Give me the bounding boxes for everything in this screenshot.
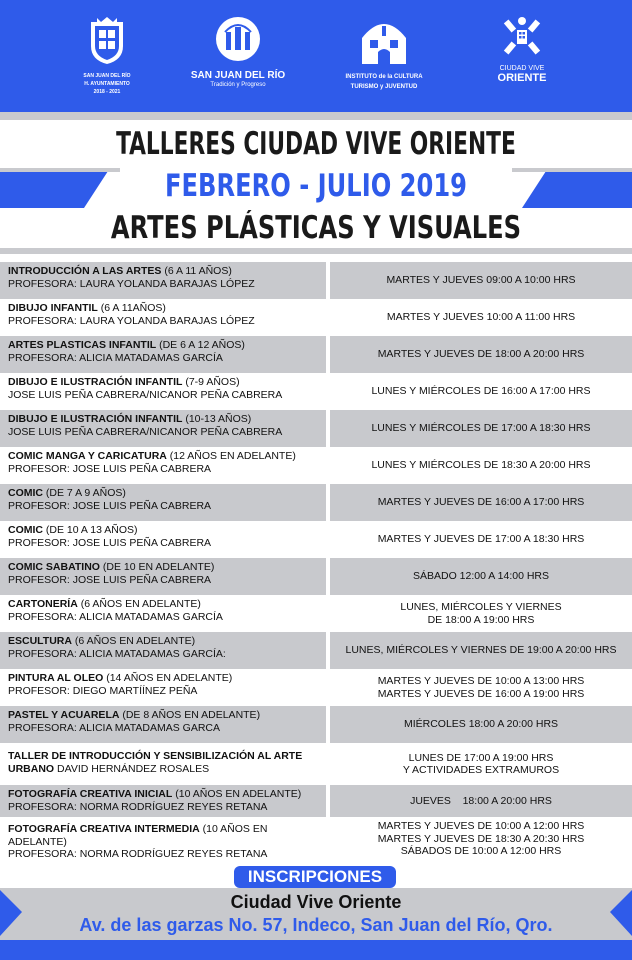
schedule-line: LUNES, MIÉRCOLES Y VIERNES (400, 601, 562, 613)
workshop-teacher: PROFESORA: LAURA YOLANDA BARAJAS LÓPEZ (8, 314, 255, 327)
logo4-line1: CIUDAD VIVE (499, 65, 545, 72)
title-line-3: ARTES PLÁSTICAS Y VISUALES (110, 210, 522, 246)
workshop-info (0, 595, 326, 632)
workshop-teacher: PROFESOR: DIEGO MARTÍÍNEZ PEÑA (8, 684, 198, 697)
title-line-1: TALLERES CIUDAD VIVE ORIENTE (116, 126, 516, 162)
workshop-teacher: DAVID HERNÁNDEZ ROSALES (54, 762, 210, 775)
table-row (0, 743, 632, 785)
logo3-line1: INSTITUTO de la CULTURA (345, 74, 423, 80)
ciudad-vive-emblem-icon (499, 16, 545, 58)
coat-of-arms-icon (87, 16, 127, 66)
logo2-title: SAN JUAN DEL RÍO (190, 70, 286, 81)
workshop-info (0, 558, 326, 595)
workshop-name: ARTES PLASTICAS INFANTIL (8, 339, 157, 351)
table-row (0, 336, 632, 373)
workshop-schedule (326, 558, 632, 595)
workshop-info (0, 410, 326, 447)
workshop-detail: (DE 8 AÑOS EN ADELANTE) (119, 709, 261, 721)
workshop-detail: (6 A 11AÑOS) (97, 302, 166, 314)
schedule-line: MARTES Y JUEVES DE 10:00 A 12:00 HRS (377, 820, 585, 833)
workshop-schedule (326, 817, 632, 861)
workshop-teacher: PROFESORA: ALICIA MATADAMAS GARCA (8, 721, 220, 734)
schedule-line: Y ACTIVIDADES EXTRAMUROS (402, 764, 560, 776)
workshop-detail: (6 AÑOS EN ADELANTE) (77, 598, 201, 610)
schedule-line: MARTES Y JUEVES DE 17:00 A 18:30 HRS (377, 533, 585, 546)
table-row (0, 484, 632, 521)
workshop-info (0, 785, 326, 817)
table-row (0, 595, 632, 632)
workshop-name: DIBUJO E ILUSTRACIÓN INFANTIL (8, 376, 183, 388)
schedule-line: SÁBADO 12:00 A 14:00 HRS (413, 570, 549, 583)
workshop-name: INTRODUCCIÓN A LAS ARTES (8, 265, 162, 277)
workshop-schedule (326, 669, 632, 706)
workshop-teacher: PROFESORA: ALICIA MATADAMAS GARCÍA: (8, 647, 226, 660)
workshop-teacher: PROFESORA: LAURA YOLANDA BARAJAS LÓPEZ (8, 277, 255, 290)
table-row (0, 706, 632, 743)
workshop-detail: (10-13 AÑOS) (182, 413, 252, 425)
workshop-detail: (DE 7 A 9 AÑOS) (43, 487, 126, 499)
workshop-info (0, 299, 326, 336)
workshop-teacher: PROFESORA: ALICIA MATADAMAS GARCÍA (8, 351, 223, 364)
workshop-schedule (326, 484, 632, 521)
workshop-schedule (326, 521, 632, 558)
workshop-teacher: PROFESOR: JOSE LUIS PEÑA CABRERA (8, 536, 212, 549)
workshop-schedule (326, 785, 632, 817)
workshop-schedule (326, 410, 632, 447)
schedule-line: DE 18:00 A 19:00 HRS (427, 613, 535, 626)
workshop-detail: (6 A 11 AÑOS) (161, 265, 232, 277)
inscripciones-badge: INSCRIPCIONES (234, 866, 396, 888)
workshop-name: FOTOGRAFÍA CREATIVA INTERMEDIA (8, 823, 200, 835)
workshop-schedule (326, 299, 632, 336)
schedule-line: LUNES Y MIÉRCOLES DE 18:30 A 20:00 HRS (371, 459, 591, 472)
logo1-line2: H. AYUNTAMIENTO (84, 81, 130, 87)
workshop-schedule (326, 595, 632, 632)
workshop-schedule (326, 373, 632, 410)
logo2-subtitle: Tradición y Progreso (210, 82, 266, 88)
workshop-info (0, 484, 326, 521)
workshop-detail: (14 AÑOS EN ADELANTE) (103, 672, 233, 684)
workshop-teacher: JOSE LUIS PEÑA CABRERA/NICANOR PEÑA CABRERA (8, 388, 283, 401)
workshop-info (0, 743, 326, 785)
table-row (0, 410, 632, 447)
workshop-name: PASTEL Y ACUARELA (8, 709, 120, 721)
footer-place: Ciudad Vive Oriente (230, 892, 402, 912)
table-row (0, 817, 632, 861)
workshop-info (0, 669, 326, 706)
workshop-teacher: PROFESORA: NORMA RODRÍGUEZ REYES RETANA (8, 848, 268, 860)
workshop-detail: (DE 10 EN ADELANTE) (99, 561, 215, 573)
logo3-line2: TURISMO y JUVENTUD (350, 84, 418, 90)
footer-bottom-bar (0, 940, 632, 960)
logo1-line1: SAN JUAN DEL RÍO (83, 73, 131, 79)
workshop-schedule (326, 336, 632, 373)
workshop-teacher: JOSE LUIS PEÑA CABRERA/NICANOR PEÑA CABRERA (8, 425, 283, 438)
schedule-line: MARTES Y JUEVES 09:00 A 10:00 HRS (386, 274, 576, 287)
workshop-detail: (10 AÑOS EN ADELANTE) (172, 788, 302, 800)
logo1-line3: 2018 - 2021 (93, 89, 121, 95)
workshop-name: COMIC SABATINO (8, 561, 100, 573)
table-row (0, 558, 632, 595)
footer-address: Av. de las garzas No. 57, Indeco, San Juan del Río, Qro. (79, 915, 553, 935)
workshop-name: COMIC MANGA Y CARICATURA (8, 450, 167, 462)
table-row (0, 299, 632, 336)
table-row (0, 669, 632, 706)
workshop-teacher: PROFESORA: NORMA RODRÍGUEZ REYES RETANA (8, 800, 268, 813)
workshop-name: COMIC (8, 487, 43, 499)
san-juan-logo (186, 16, 290, 88)
workshop-info (0, 262, 326, 299)
table-row (0, 785, 632, 817)
workshop-schedule (326, 262, 632, 299)
workshop-detail: (7-9 AÑOS) (182, 376, 240, 388)
ciudad-vive-logo (482, 16, 562, 84)
ayuntamiento-logo (74, 16, 140, 95)
workshop-detail: (6 AÑOS EN ADELANTE) (71, 635, 196, 647)
workshop-detail: (10 AÑOS EN ADELANTE) (8, 823, 268, 848)
header-banner (0, 0, 632, 112)
workshop-info (0, 632, 326, 669)
workshop-name-cont: URBANO (8, 762, 55, 775)
workshop-table (0, 262, 632, 861)
instituto-emblem-icon (358, 16, 410, 66)
table-row (0, 521, 632, 558)
workshop-schedule (326, 706, 632, 743)
workshop-schedule (326, 632, 632, 669)
title-line-2: FEBRERO - JULIO 2019 (165, 168, 467, 204)
workshop-name: TALLER DE INTRODUCCIÓN Y SENSIBILIZACIÓN AL ARTE (8, 750, 303, 762)
schedule-line: MARTES Y JUEVES 10:00 A 11:00 HRS (386, 311, 576, 324)
workshop-info (0, 447, 326, 484)
schedule-line: LUNES, MIÉRCOLES Y VIERNES DE 19:00 A 20:00 HRS (345, 644, 617, 657)
workshop-name: DIBUJO INFANTIL (8, 302, 98, 314)
workshop-name: DIBUJO E ILUSTRACIÓN INFANTIL (8, 413, 183, 425)
workshop-teacher: PROFESORA: ALICIA MATADAMAS GARCÍA (8, 610, 223, 623)
workshop-detail: (DE 10 A 13 AÑOS) (43, 524, 138, 536)
san-juan-emblem-icon (215, 16, 261, 62)
workshop-name: CARTONERÍA (8, 598, 78, 610)
workshop-teacher: PROFESOR: JOSE LUIS PEÑA CABRERA (8, 499, 212, 512)
workshop-info (0, 817, 326, 861)
workshop-name: FOTOGRAFÍA CREATIVA INICIAL (8, 788, 173, 800)
schedule-line: LUNES DE 17:00 A 19:00 HRS (408, 751, 554, 764)
table-row (0, 447, 632, 484)
schedule-line: MARTES Y JUEVES DE 16:00 A 19:00 HRS (377, 687, 585, 700)
workshop-schedule (326, 743, 632, 785)
table-row (0, 632, 632, 669)
header-divider (0, 112, 632, 120)
table-row (0, 373, 632, 410)
instituto-logo (336, 16, 432, 91)
schedule-line: MIÉRCOLES 18:00 A 20:00 HRS (403, 718, 559, 731)
schedule-line: JUEVES 18:00 A 20:00 HRS (410, 794, 552, 807)
workshop-info (0, 706, 326, 743)
schedule-line: LUNES Y MIÉRCOLES DE 17:00 A 18:30 HRS (371, 422, 591, 435)
workshop-teacher: PROFESOR: JOSE LUIS PEÑA CABRERA (8, 573, 212, 586)
schedule-line: MARTES Y JUEVES DE 10:00 A 13:00 HRS (377, 675, 585, 687)
workshop-name: ESCULTURA (8, 635, 72, 647)
schedule-line: MARTES Y JUEVES DE 16:00 A 17:00 HRS (377, 496, 585, 509)
workshop-teacher: PROFESOR: JOSE LUIS PEÑA CABRERA (8, 462, 212, 475)
schedule-line: MARTES Y JUEVES DE 18:30 A 20:30 HRS (377, 832, 585, 845)
workshop-info (0, 373, 326, 410)
schedule-line: LUNES Y MIÉRCOLES DE 16:00 A 17:00 HRS (371, 385, 591, 398)
table-row (0, 262, 632, 299)
schedule-line: MARTES Y JUEVES DE 18:00 A 20:00 HRS (377, 348, 585, 361)
workshop-detail: (DE 6 A 12 AÑOS) (156, 339, 245, 351)
workshop-detail: (12 AÑOS EN ADELANTE) (166, 450, 296, 462)
workshop-info (0, 336, 326, 373)
logo4-line2: ORIENTE (497, 72, 547, 84)
schedule-line: SÁBADOS DE 10:00 A 12:00 HRS (400, 845, 562, 858)
workshop-name: COMIC (8, 524, 43, 536)
workshop-name: PINTURA AL OLEO (8, 672, 104, 684)
workshop-info (0, 521, 326, 558)
workshop-schedule (326, 447, 632, 484)
